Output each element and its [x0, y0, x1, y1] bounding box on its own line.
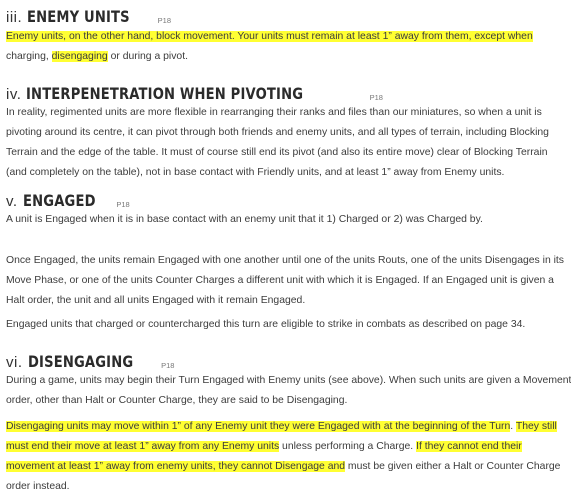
highlighted-text: disengaging — [51, 51, 108, 62]
paragraph — [6, 27, 539, 67]
text-line — [6, 47, 539, 67]
text-run: charging, — [6, 51, 52, 62]
text-line — [6, 210, 539, 230]
text-run: Move Phase, or one of the units Counter Charges a different unit with which it is Engaged. If an Engaged unit is given a — [6, 275, 554, 286]
page-reference: P18 — [161, 361, 175, 370]
text-run: A unit is Engaged when it is in base contact with an enemy unit that it 1) Charged or 2) was Charged by. — [6, 214, 483, 225]
section-title: ENGAGED — [22, 191, 96, 210]
text-run: must be given either a Halt or Counter Charge — [345, 461, 561, 472]
paragraph — [6, 371, 571, 411]
highlighted-text: Disengaging units may move within 1” of any Enemy unit they were Engaged with at the beginning of the Turn — [6, 421, 511, 432]
paragraph — [6, 251, 564, 311]
section-title: ENEMY UNITS — [27, 7, 131, 26]
highlighted-text: They still — [515, 421, 557, 432]
text-line — [6, 27, 539, 47]
text-run: Halt order, the unit and all units Engaged with it remain Engaged. — [6, 295, 306, 306]
highlighted-text: If they cannot end their — [416, 441, 522, 452]
section-heading-interpenetration — [6, 86, 383, 102]
text-run: unless performing a Charge. — [279, 441, 417, 452]
text-line — [6, 291, 539, 311]
page-reference: P18 — [116, 200, 130, 209]
text-run: pivoting around its centre, it can pivot through both friends and enemy units, and all types of terrain, including Blocking — [6, 127, 549, 138]
text-run: (and completely on the table), not in base contact with Friendly units, and at least 1” away from Enemy units. — [6, 167, 505, 178]
text-line — [6, 457, 561, 477]
section-heading-enemy-units — [6, 9, 171, 25]
page-reference: P18 — [157, 16, 172, 25]
highlighted-text: Enemy units, on the other hand, block movement. Your units must remain at least 1” away from them, except when — [6, 31, 533, 42]
section-heading-disengaging — [6, 354, 174, 370]
text-run: Terrain and the edge of the table. It must of course still end its pivot (and also its entire move) clear of Blocking Terrain — [6, 147, 548, 158]
text-line — [6, 251, 564, 271]
text-line — [6, 315, 539, 335]
section-numeral: vi. — [6, 354, 23, 371]
text-line — [6, 271, 554, 291]
text-run: Once Engaged, the units remain Engaged with one another until one of the units Routs, one of the units Disengages in its — [6, 255, 564, 266]
section-heading-engaged — [6, 193, 130, 209]
text-run: or during a pivot. — [107, 51, 188, 62]
section-numeral: iii. — [6, 9, 23, 26]
highlighted-text: movement at least 1” away from enemy units, they cannot Disengage and — [6, 461, 346, 472]
text-line — [6, 391, 539, 411]
text-run: . — [510, 421, 516, 432]
section-title: DISENGAGING — [27, 352, 133, 371]
paragraph — [6, 103, 549, 183]
text-run: In reality, regimented units are more flexible in rearranging their ranks and files than our miniatures, so when a unit is — [6, 107, 542, 118]
text-run: Engaged units that charged or countercharged this turn are eligible to strike in combats as described on page 34. — [6, 319, 526, 330]
text-line — [6, 143, 548, 163]
text-run: During a game, units may begin their Turn Engaged with Enemy units (see above). When such units are given a Movement — [6, 375, 571, 386]
text-line — [6, 103, 542, 123]
text-line — [6, 417, 557, 437]
text-line — [6, 477, 539, 497]
text-line — [6, 437, 539, 457]
paragraph — [6, 210, 539, 230]
paragraph — [6, 315, 539, 335]
paragraph — [6, 417, 561, 497]
section-numeral: v. — [6, 193, 18, 210]
highlighted-text: must end their move at least 1” away from any Enemy units — [6, 441, 280, 452]
text-run: order, other than Halt or Counter Charge, they are said to be Disengaging. — [6, 395, 348, 406]
text-line — [6, 163, 539, 183]
text-run: order instead. — [6, 481, 70, 492]
text-line — [6, 123, 549, 143]
text-line — [6, 371, 571, 391]
section-title: INTERPENETRATION WHEN PIVOTING — [26, 84, 304, 103]
section-numeral: iv. — [6, 86, 22, 103]
page-reference: P18 — [369, 93, 383, 102]
